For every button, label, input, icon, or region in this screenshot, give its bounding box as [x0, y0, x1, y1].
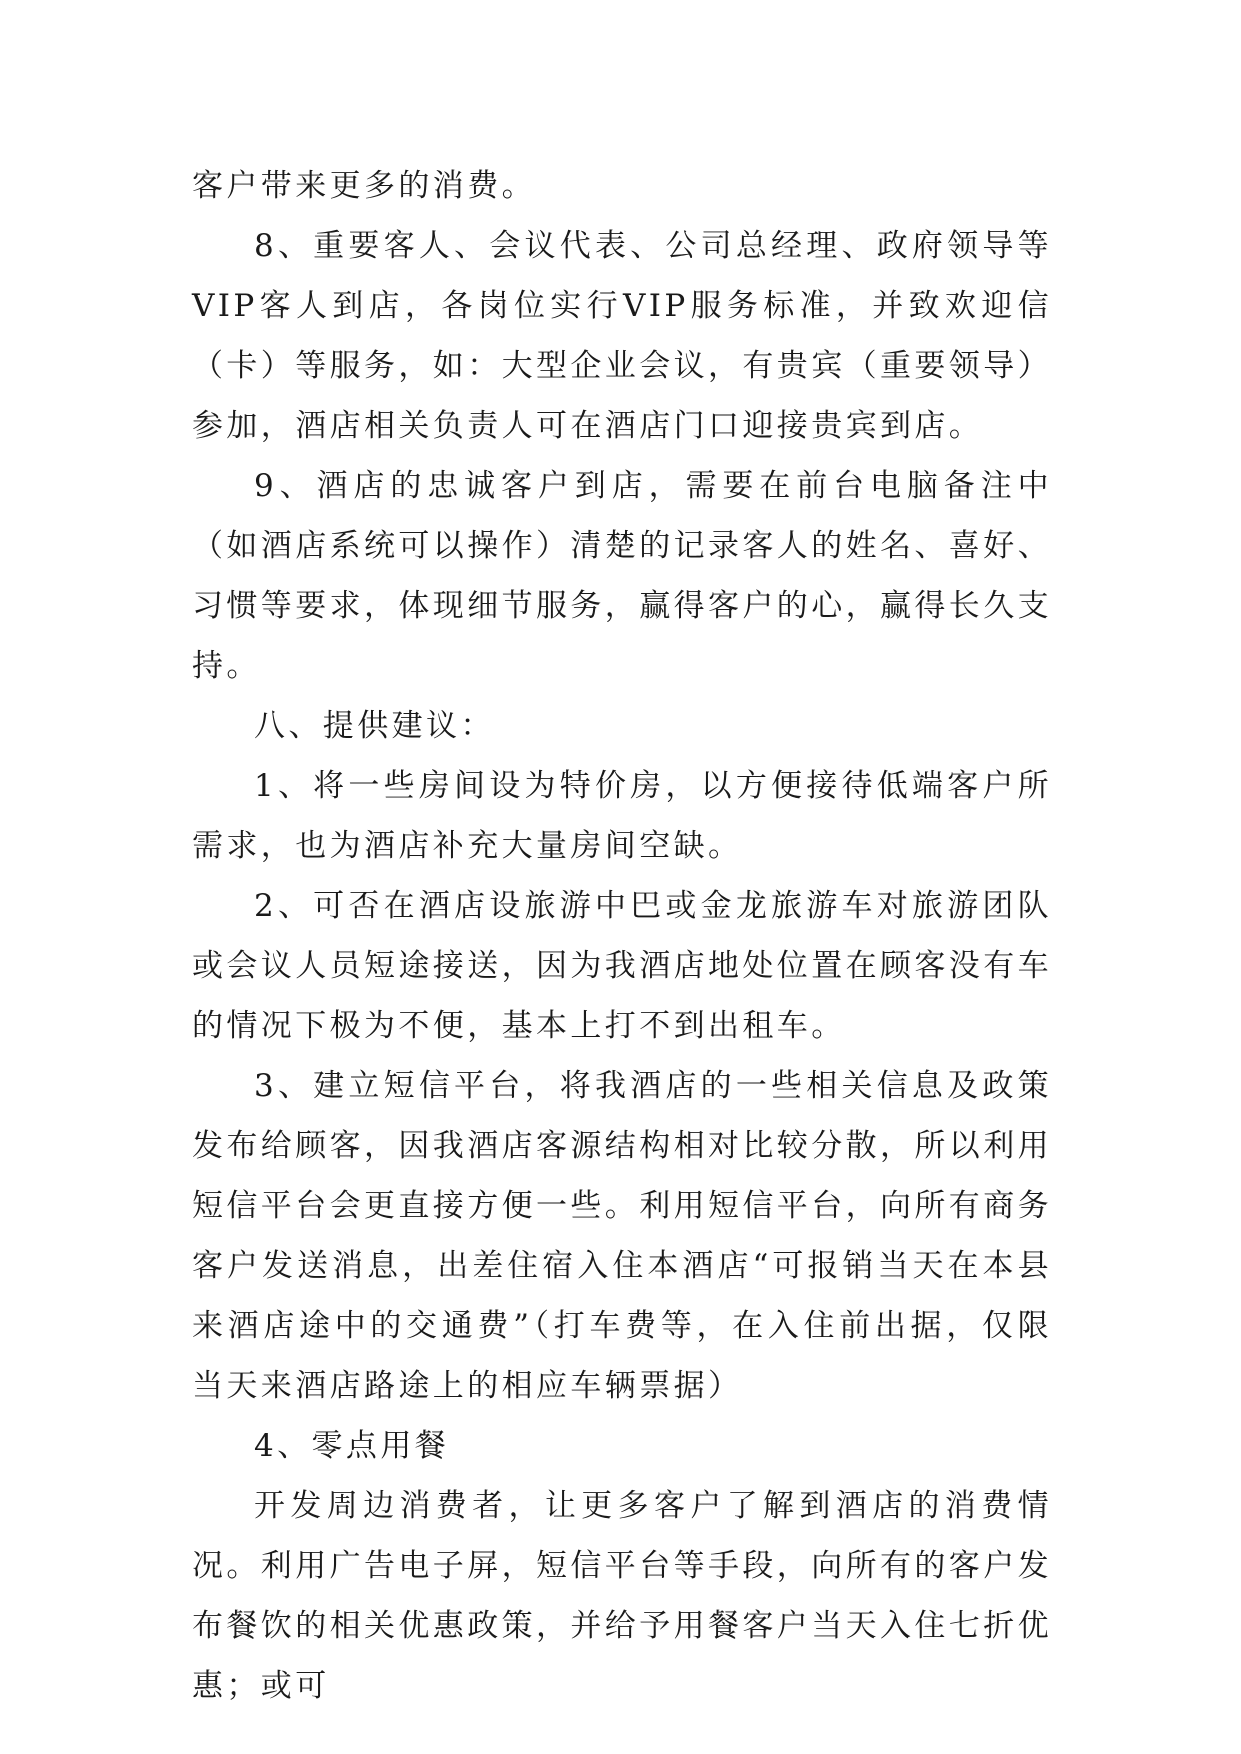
document-body: [192, 156, 1052, 1716]
section-heading-suggestions: 八、提供建议：: [254, 708, 495, 744]
paragraph-item-9: 9、酒店的忠诚客户到店，需要在前台电脑备注中（如酒店系统可以操作）清楚的记录客人的姓名、喜好、习惯等要求，体现细节服务，赢得客户的心，赢得长久支持。: [192, 468, 1052, 684]
paragraph-suggestion-2: 2、可否在酒店设旅游中巴或金龙旅游车对旅游团队或会议人员短途接送，因为我酒店地处位置在顾客没有车的情况下极为不便，基本上打不到出租车。: [192, 888, 1052, 1044]
paragraph-suggestion-4-heading: 4、零点用餐: [254, 1428, 450, 1464]
paragraph-suggestion-4-body: 开发周边消费者，让更多客户了解到酒店的消费情况。利用广告电子屏，短信平台等手段，向所有的客户发布餐饮的相关优惠政策，并给予用餐客户当天入住七折优惠；或可: [192, 1488, 1052, 1704]
paragraph-item-8: 8、重要客人、会议代表、公司总经理、政府领导等VIP客人到店，各岗位实行VIP服务标准，并致欢迎信（卡）等服务，如：大型企业会议，有贵宾（重要领导）参加，酒店相关负责人可在酒店门口迎接贵宾到店。: [192, 228, 1052, 444]
paragraph-suggestion-1: 1、将一些房间设为特价房，以方便接待低端客户所需求，也为酒店补充大量房间空缺。: [192, 768, 1052, 864]
paragraph-suggestion-3: 3、建立短信平台，将我酒店的一些相关信息及政策发布给顾客，因我酒店客源结构相对比较分散，所以利用短信平台会更直接方便一些。利用短信平台，向所有商务客户发送消息，出差住宿入住本酒店“可报销当天在本县来酒店途中的交通费”（打车费等，在入住前出据，仅限当天来酒店路途上的相应车辆票据）: [192, 1068, 1052, 1404]
paragraph-continuation: 客户带来更多的消费。: [192, 168, 536, 204]
